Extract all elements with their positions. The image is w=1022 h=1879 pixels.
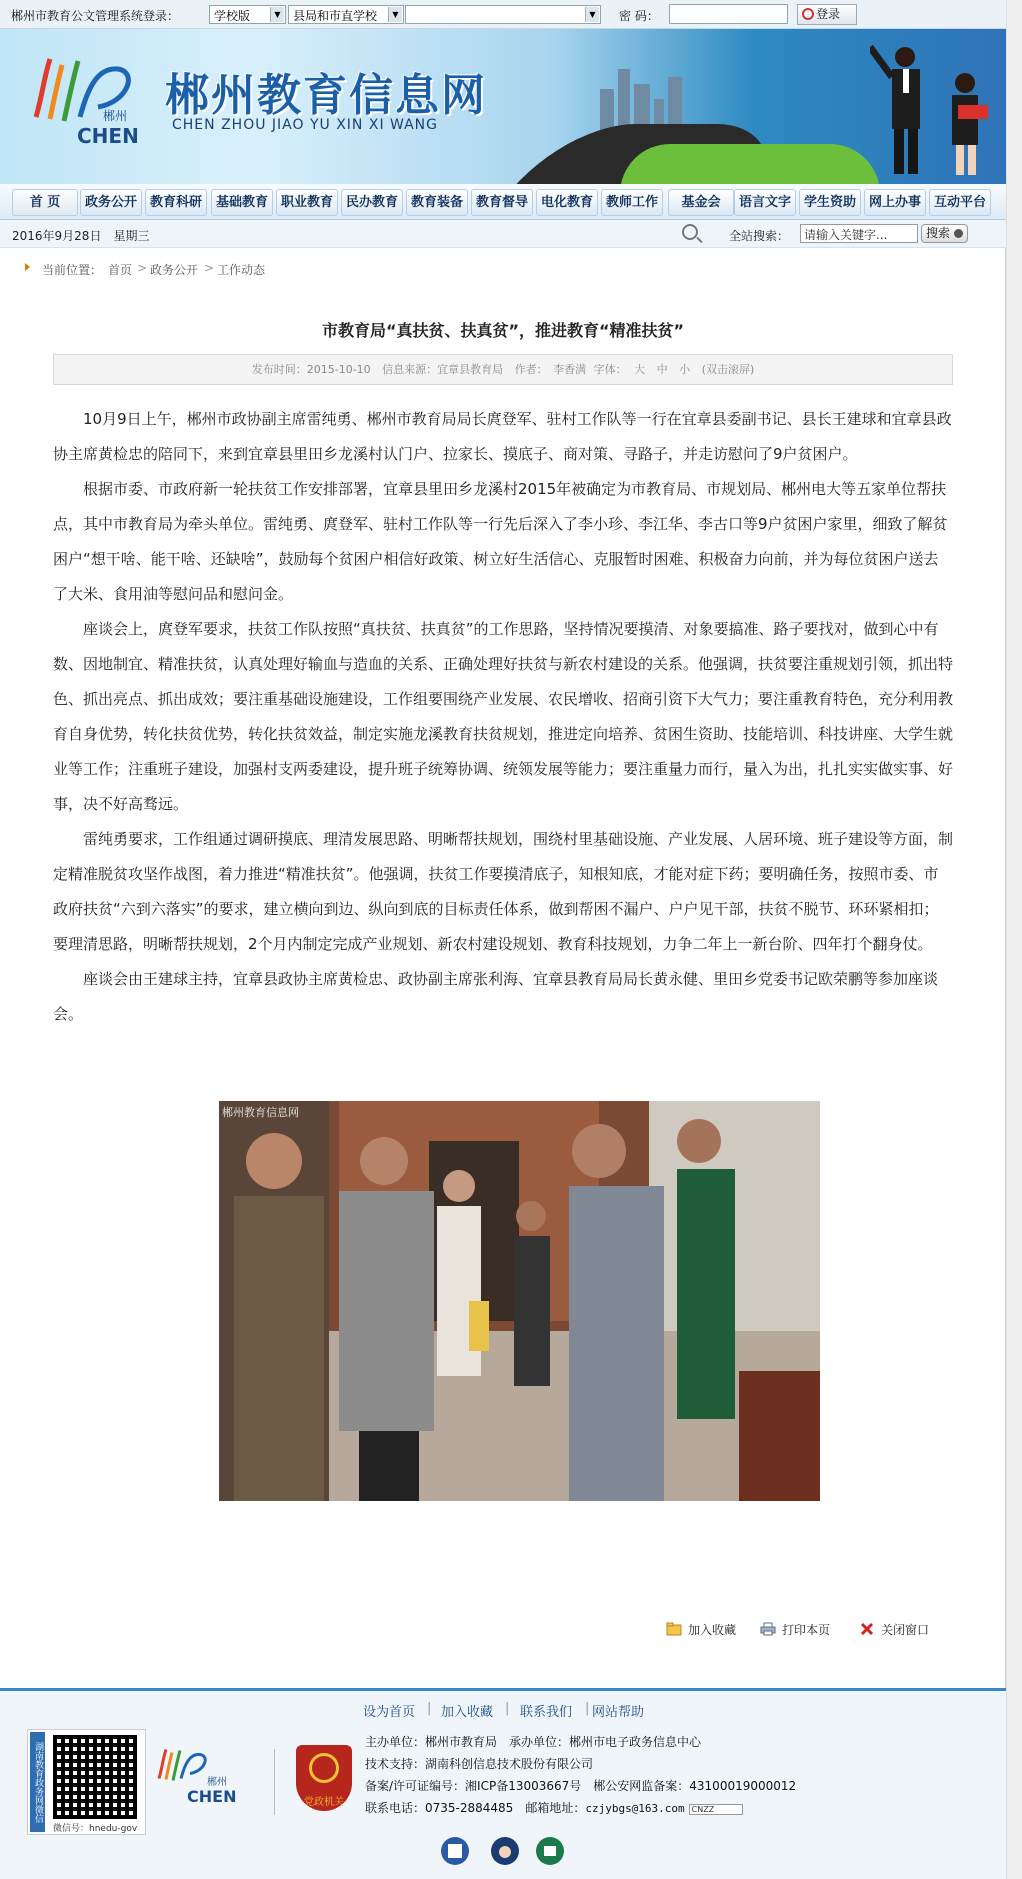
article-paragraph: 10月9日上午，郴州市政协副主席雷纯勇、郴州市教育局局长庹登军、驻村工作队等一行在宜章县委副书记、县长王建球和宜章县政协主席黄检忠的陪同下，来到宜章县里田乡龙溪村认门户、拉家长、摸底子、商对策、寻路子，并走访慰问了9户贫困户。 [53, 410, 952, 463]
current-date: 2016年9月28日 星期三 [12, 229, 150, 243]
sponsor-info: 主办单位：郴州市教育局 承办单位：郴州市电子政务信息中心 [365, 1735, 702, 1749]
grass-decor [620, 144, 880, 184]
school-select[interactable] [405, 5, 601, 24]
breadcrumb-label: 当前位置： [42, 263, 103, 277]
font-small-link[interactable]: 小 [679, 363, 691, 376]
breadcrumb-home[interactable]: 首页 [108, 263, 133, 277]
nav-item-minban[interactable]: 民办教育 [341, 189, 403, 216]
icp-info: 备案/许可证编号：湘ICP备13003667号 郴公安网监备案：43100019000012 [365, 1779, 797, 1793]
chevron-down-icon: ▼ [585, 7, 599, 22]
police-icon[interactable] [440, 1836, 470, 1866]
nav-item-dudao[interactable]: 教育督导 [471, 189, 533, 216]
article-paragraph: 座谈会上，庹登军要求，扶贫工作队按照“真扶贫、扶真贫”的工作思路，坚持情况要摸清、对象要搞准、路子要找对，做到心中有数、因地制宜、精准扶贫，认真处理好输血与造血的关系、正确处理好扶贫与新农村建设的关系。他强调，扶贫要注重规划引领，抓出特色、抓出亮点、抓出成效；要注重基础设施建设，工作组要围绕产业发展、农民增收、招商引资下大气力；要注重教育特色，充分利用教育自身优势，转化扶贫优势，转化扶贫效益，制定实施龙溪教育扶贫规划，推进定向培养、贫困生资助、技能培训、科技讲座、大学生就业等工作；注重班子建设，加强村支两委建设，提升班子统筹协调、统领发展等能力；要注重量力而行，量入为出，扎扎实实做实事、好事，决不好高骛远。 [53, 620, 954, 813]
footer-link-help[interactable]: 网站帮助 [592, 1705, 645, 1720]
article-author: 作者： 李香满 [514, 363, 587, 376]
org-type-value: 县局和市直学校 [293, 9, 378, 23]
nav-item-keyan[interactable]: 教育科研 [145, 189, 207, 216]
contact-label: 联系电话：0735-2884485 邮箱地址： [365, 1801, 586, 1815]
scroll-hint: (双击滚屏) [701, 363, 755, 376]
close-window-label: 关闭窗口 [881, 1623, 930, 1637]
nav-item-zhiye[interactable]: 职业教育 [276, 189, 338, 216]
qr-code-icon [53, 1735, 137, 1819]
breadcrumb-separator: > [204, 261, 215, 275]
close-icon [859, 1622, 875, 1636]
qr-caption: 微信号：hnedu-gov [53, 1824, 138, 1834]
article-source: 信息来源：宜章县教育局 [382, 363, 504, 376]
print-page-link[interactable] [760, 1621, 830, 1638]
power-icon [802, 8, 814, 20]
nav-item-dianhua[interactable]: 电化教育 [536, 189, 598, 216]
qr-strip-text: 湖南教育政务网微信 [30, 1732, 45, 1832]
article-title: 市教育局“真扶贫、扶真贫”，推进教育“精准扶贫” [321, 321, 685, 340]
footer-logo-icon [155, 1741, 215, 1791]
chevron-down-icon: ▼ [270, 7, 284, 22]
footer-link-separator: | [427, 1701, 432, 1716]
article-paragraph: 雷纯勇要求，工作组通过调研摸底、理清发展思路、明晰帮扶规划，围绕村里基础设施、产业发展、人居环境、班子建设等方面，制定精准脱贫攻坚作战图，着力推进“精准扶贫”。他强调，扶贫工作要摸清底子，知根知底，才能对症下药；要明确任务，按照市委、市政府扶贫“六到六落实”的要求，建立横向到边、纵向到底的目标责任体系，做到帮困不漏户、户户见干部，扶贫不脱节、环环紧相扣；要理清思路，明晰帮扶规划，2个月内制定完成产业规划、新农村建设规划、教育科技规划，力争二年上一新台阶、四年打个翻身仗。 [53, 830, 954, 953]
add-favorite-label: 加入收藏 [688, 1623, 737, 1637]
nav-item-jichu[interactable]: 基础教育 [211, 189, 273, 216]
nav-item-banshi[interactable]: 网上办事 [864, 189, 926, 216]
printer-icon [760, 1622, 776, 1636]
search-label: 全站搜索： [729, 229, 790, 243]
search-input[interactable]: 请输入关键字... [800, 224, 918, 243]
password-input[interactable] [669, 4, 788, 24]
search-icon [682, 224, 698, 240]
footer-link-favorite[interactable]: 加入收藏 [441, 1705, 494, 1720]
footer-link-contact[interactable]: 联系我们 [520, 1705, 573, 1720]
scrollbar[interactable] [1006, 0, 1022, 1879]
font-size-label: 字体： [593, 363, 627, 376]
footer-link-sethome[interactable]: 设为首页 [363, 1705, 416, 1720]
chevron-down-icon: ▼ [388, 7, 402, 22]
add-favorite-link[interactable] [666, 1621, 736, 1638]
article-photo [219, 1101, 820, 1501]
badge-text: 党政机关 [304, 1797, 344, 1808]
wechat-qr [27, 1729, 146, 1835]
breadcrumb [0, 256, 1006, 280]
arrow-right-icon [954, 229, 963, 238]
police-officer-icon[interactable] [490, 1836, 520, 1866]
photo-watermark: 郴州教育信息网 [222, 1106, 299, 1119]
cyber-police-icon[interactable] [535, 1836, 565, 1866]
nav-item-jiaoshi[interactable]: 教师工作 [601, 189, 663, 216]
footer-divider [274, 1749, 275, 1815]
breadcrumb-zhengwu[interactable]: 政务公开 [150, 263, 199, 277]
cnzz-badge[interactable]: CNZZ [689, 1804, 743, 1815]
footer-info [365, 1731, 796, 1820]
print-page-label: 打印本页 [782, 1623, 831, 1637]
publish-time: 发布时间：2015-10-10 [251, 363, 371, 376]
footer-logo-small: 郴州 [207, 1777, 227, 1788]
login-bar [0, 0, 1006, 29]
tech-support: 技术支持：湖南科创信息技术股份有限公司 [365, 1757, 594, 1771]
footer-link-separator: | [505, 1701, 510, 1716]
school-type-value: 学校版 [214, 9, 251, 23]
nav-item-zhuangbei[interactable]: 教育装备 [406, 189, 468, 216]
nav-item-zizhu[interactable]: 学生资助 [799, 189, 861, 216]
font-large-link[interactable]: 大 [634, 363, 646, 376]
contact-info [365, 1797, 796, 1820]
photo-scene [219, 1101, 820, 1501]
password-label: 密 码： [619, 9, 659, 23]
article-body [53, 402, 953, 1032]
date-search-bar [0, 220, 1006, 248]
school-type-select[interactable] [209, 5, 286, 24]
login-button[interactable] [797, 4, 857, 25]
footer-logo-en: CHEN [187, 1787, 237, 1806]
bullet-icon [25, 263, 30, 271]
login-label: 郴州市教育公文管理系统登录： [11, 9, 180, 23]
breadcrumb-separator: > [137, 261, 148, 275]
search-button-label: 搜索 [926, 226, 951, 240]
article-paragraph: 座谈会由王建球主持，宜章县政协主席黄检忠、政协副主席张利海、宜章县教育局局长黄永健、里田乡党委书记欧荣鹏等参加座谈会。 [53, 970, 939, 1023]
nav-item-jijinhui[interactable]: 基金会 [668, 189, 734, 216]
site-title: 郴州教育信息网 [165, 70, 487, 121]
font-medium-link[interactable]: 中 [656, 363, 668, 376]
close-window-link[interactable] [859, 1621, 929, 1638]
logo-small-text: 郴州 [103, 109, 128, 123]
folder-icon [666, 1622, 682, 1636]
contact-email[interactable]: czjybgs@163.com [585, 1802, 685, 1815]
header-banner [0, 29, 1006, 184]
party-gov-badge[interactable] [296, 1745, 352, 1811]
article-paragraph: 根据市委、市政府新一轮扶贫工作安排部署，宜章县里田乡龙溪村2015年被确定为市教育局、市规划局、郴州电大等五家单位帮扶点，其中市教育局为牵头单位。雷纯勇、庹登军、驻村工作队等一行先后深入了李小珍、李江华、李古口等9户贫困户家里，细致了解贫困户“想干啥、能干啥、还缺啥”，鼓励每个贫困户相信好政策、树立好生活信心、克服暂时困难、积极奋力向前，并为每位贫困户送去了大米、食用油等慰问品和慰问金。 [53, 480, 948, 603]
search-button[interactable] [921, 224, 968, 243]
login-button-label: 登录 [816, 7, 841, 21]
footer-link-separator: | [585, 1701, 590, 1716]
org-type-select[interactable] [288, 5, 404, 24]
site-pinyin: CHEN ZHOU JIAO YU XIN XI WANG [172, 117, 439, 133]
emblem-icon [309, 1753, 339, 1783]
breadcrumb-current[interactable]: 工作动态 [217, 263, 266, 277]
nav-item-yuyan[interactable]: 语言文字 [734, 189, 796, 216]
logo-en-text: CHEN [77, 124, 139, 148]
site-footer [0, 1688, 1006, 1879]
article-meta [53, 354, 953, 385]
nav-item-home[interactable]: 首 页 [12, 189, 78, 216]
main-nav [0, 184, 1006, 220]
people-illustration [870, 37, 1000, 177]
nav-item-hudong[interactable]: 互动平台 [929, 189, 991, 216]
nav-item-zhengwu[interactable]: 政务公开 [80, 189, 142, 216]
footer-logo [155, 1741, 245, 1811]
